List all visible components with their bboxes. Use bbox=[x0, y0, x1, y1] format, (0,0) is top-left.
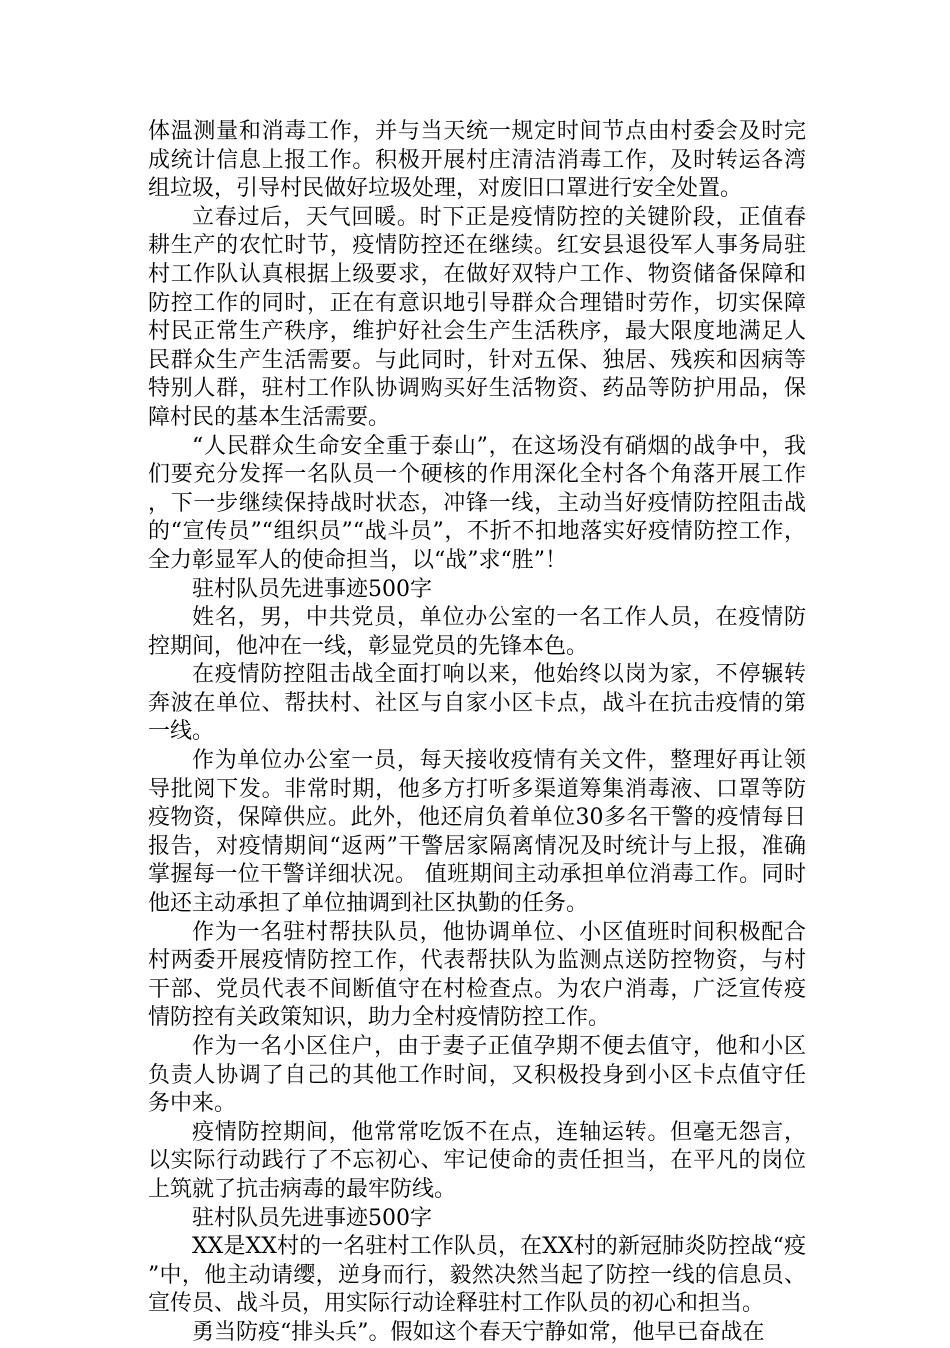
paragraph-8: 作为一名小区住户，由于妻子正值孕期不便去值守，他和小区负责人协调了自己的其他工作时间，又积极投身到小区卡点值守任务中来。 bbox=[148, 1034, 806, 1117]
paragraph-7: 作为一名驻村帮扶队员，他协调单位、小区值班时间积极配合村两委开展疫情防控工作，代表帮扶队为监测点送防控物资，与村干部、党员代表不间断值守在村检查点。为农户消毒，广泛宣传疫情防控有关政策知识，助力全村疫情防控工作。 bbox=[148, 919, 806, 1031]
paragraph-6: 作为单位办公室一员，每天接收疫情有关文件，整理好再让领导批阅下发。非常时期，他多方打听多渠道筹集消毒液、口罩等防疫物资，保障供应。此外，他还肩负着单位30多名干警的疫情每日报告，对疫情期间“返两”干警居家隔离情况及时统计与上报，准确掌握每一位干警详细状况。 值班期间主动承担单位消毒工作。同时他还主动承担了单位抽调到社区执勤的任务。 bbox=[148, 748, 806, 917]
paragraph-10: XX是XX村的一名驻村工作队员，在XX村的新冠肺炎防控战“疫”中，他主动请缨，逆身而行，毅然决然当起了防控一线的信息员、宣传员、战斗员，用实际行动诠释驻村工作队员的初心和担当。 bbox=[148, 1234, 806, 1317]
section-heading-2: 驻村队员先进事迹500字 bbox=[192, 1205, 432, 1231]
paragraph-5: 在疫情防控阻击战全面打响以来，他始终以岗为家，不停辗转奔波在单位、帮扶村、社区与自家小区卡点，战斗在抗击疫情的第一线。 bbox=[148, 662, 806, 745]
paragraph-1: 体温测量和消毒工作，并与当天统一规定时间节点由村委会及时完成统计信息上报工作。积极开展村庄清洁消毒工作，及时转运各湾组垃圾，引导村民做好垃圾处理，对废旧口罩进行安全处置。 bbox=[148, 119, 806, 202]
paragraph-9: 疫情防控期间，他常常吃饭不在点，连轴运转。但毫无怨言，以实际行动践行了不忘初心、牢记使命的责任担当，在平凡的岗位上筑就了抗击病毒的最牢防线。 bbox=[148, 1119, 806, 1202]
paragraph-3: “人民群众生命安全重于泰山”，在这场没有硝烟的战争中，我们要充分发挥一名队员一个硬核的作用深化全村各个角落开展工作，下一步继续保持战时状态，冲锋一线，主动当好疫情防控阻击战的“宣传员”“组织员”“战斗员”，不折不扣地落实好疫情防控工作，全力彰显军人的使命担当，以“战”求“胜”！ bbox=[148, 433, 806, 573]
section-heading-1: 驻村队员先进事迹500字 bbox=[192, 576, 432, 602]
document-page bbox=[148, 118, 806, 1348]
paragraph-11: 勇当防疫“排头兵”。假如这个春天宁静如常，他早已奋战在 bbox=[192, 1319, 765, 1345]
paragraph-2: 立春过后，天气回暖。时下正是疫情防控的关键阶段，正值春耕生产的农忙时节，疫情防控还在继续。红安县退役军人事务局驻村工作队认真根据上级要求，在做好双特户工作、物资储备保障和防控工作的同时，正在有意识地引导群众合理错时劳作，切实保障村民正常生产秩序，维护好社会生产生活秩序，最大限度地满足人民群众生产生活需要。与此同时，针对五保、独居、残疾和因病等特别人群，驻村工作队协调购买好生活物资、药品等防护用品，保障村民的基本生活需要。 bbox=[148, 204, 806, 430]
paragraph-4: 姓名，男，中共党员，单位办公室的一名工作人员，在疫情防控期间，他冲在一线，彰显党员的先锋本色。 bbox=[148, 605, 806, 659]
